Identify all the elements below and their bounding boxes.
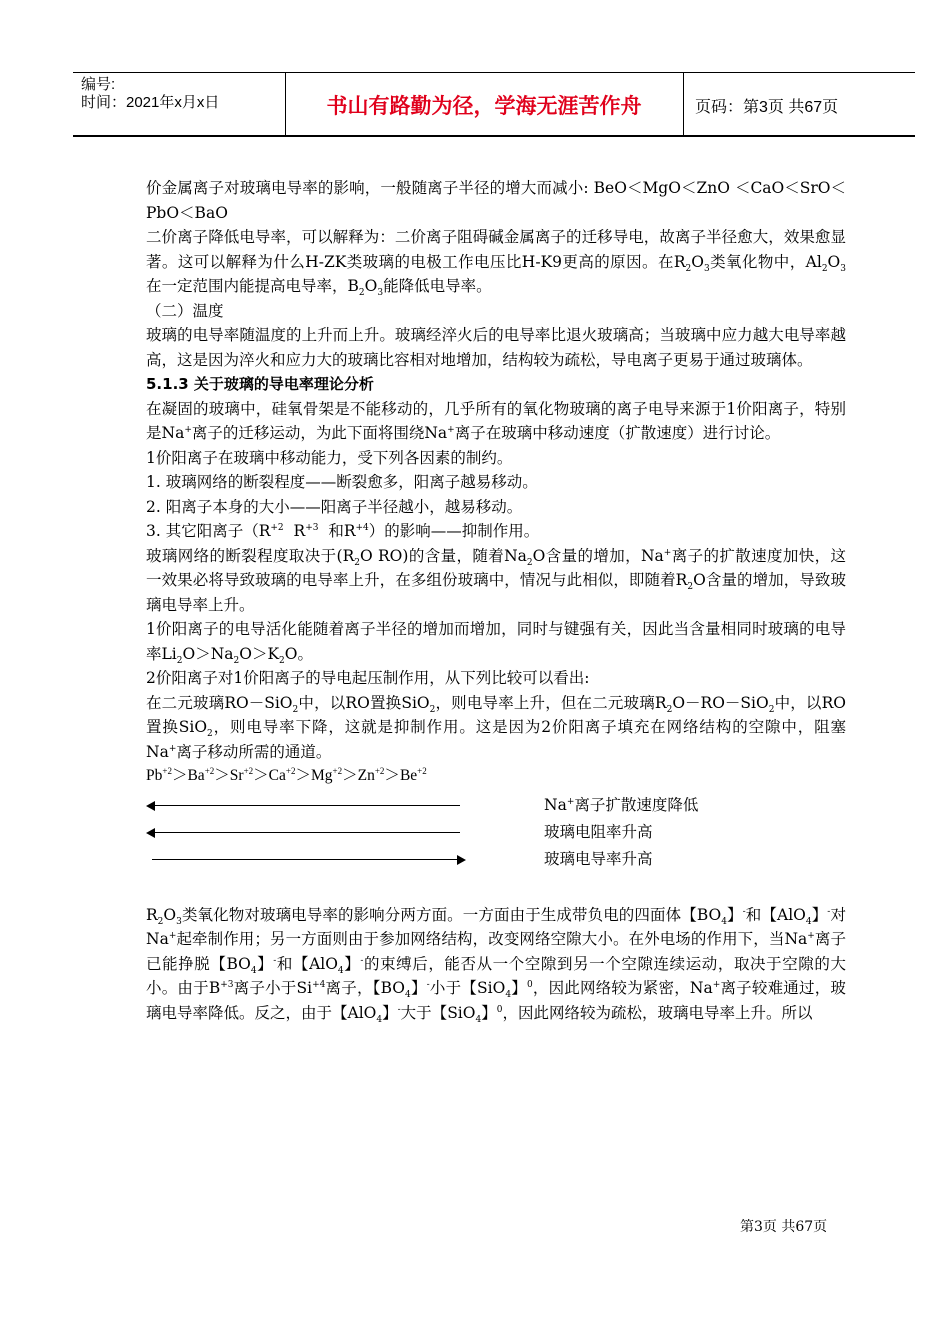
serial-label: 编号:: [81, 76, 116, 93]
paragraph: 1价阳离子在玻璃中移动能力，受下列各因素的制约。: [146, 448, 513, 467]
arrow-label-resistivity: 玻璃电阻率升高: [544, 822, 653, 841]
ion-symbol: Sr: [229, 767, 244, 784]
paragraph: 玻璃的电导率随温度的上升而上升。玻璃经淬火后的电导率比退火玻璃高；当玻璃中应力越大电导率越高，这是因为淬火和应力大的玻璃比容相对地增加，结构较为疏松，导电离子更易于通过玻璃体。: [146, 326, 846, 369]
trend-arrows: [146, 793, 846, 883]
ion-symbol: Ba: [187, 767, 205, 784]
page-footer: 第3页 共67页: [740, 1219, 828, 1235]
paragraph: 二价离子降低电导率，可以解释为：二价离子阻碍碱金属离子的迁移导电，故离子半径愈大，效果愈显著。这可以解释为什么H-ZK类玻璃的电极工作电压比H-K9更高的原因。在$R_2O_3$类氧化物中，$Al_2O_3$在一定范围内能提高电导率，$B_2O_3$能降低电导率。: [146, 228, 846, 299]
header-motto: 书山有路勤为径，学海无涯苦作舟: [326, 94, 642, 118]
list-item: 2. 阳离子本身的大小——阳离子半径越小，越易移动。: [146, 497, 523, 516]
paragraph: 玻璃网络的断裂程度取决于($R_2O$ RO)的含量，随着$Na_2O$含量的增加，Na+离子的扩散速度加快，这一效果必将导致玻璃的电导率上升，在多组份玻璃中，情况与此相似，即随着$R_2O$含量的增加，导致玻璃电导率上升。: [146, 546, 847, 614]
date-label: 时间：2021年x月x日: [81, 94, 220, 111]
arrow-label-conductivity: 玻璃电导率升高: [544, 849, 653, 868]
paragraph: 价金属离子对玻璃电导率的影响，一般随离子半径的增大而减小: BeO＜MgO＜ZnO ＜CaO＜SrO＜PbO＜BaO: [146, 179, 846, 222]
arrow-left-2: [146, 828, 466, 838]
paragraph: 2价阳离子对1价阳离子的导电起压制作用，从下列比较可以看出:: [146, 669, 590, 687]
header-top-rule: [73, 72, 915, 73]
section-heading: 5.1.3 关于玻璃的导电率理论分析: [146, 375, 374, 393]
list-item: 3. 其它阳离子（$R^{+2}$ $R^{+3}$ 和$R^{+4}$）的影响——抑制作用。: [146, 522, 540, 540]
paragraph: $R_2O_3$类氧化物对玻璃电导率的影响分两方面。一方面由于生成带负电的四面体【$BO_4$】-和【AlO$_4$】-对Na+起牵制作用；另一方面则由于参加网络结构，改变网络空隙大小。在外电场的作用下，当Na+离子已能挣脱【$BO_4$】-和【AlO$_4$】-的束缚后，能否从一个空隙到另一个空隙连续运动，取决于空隙的大小。由于$B^{+3}$离子小于$Si^{+4}$离子，【$BO_4$】-小于【SiO$_4$】$^0$，因此网络较为紧密，Na+离子较难通过，玻璃电导率降低。反之，由于【AlO$_4$】-大于【SiO$_4$】$^0$，因此网络较为疏松，玻璃电导率上升。所以: [146, 905, 846, 1025]
arrow-left-1: [146, 801, 466, 811]
paragraph: 1价阳离子的电导活化能随着离子半径的增加而增加，同时与键强有关，因此当含量相同时玻璃的电导率$Li_2O>Na_2O>K_2O$。: [146, 620, 846, 666]
header-bottom-rule: [73, 135, 915, 137]
arrow-right-3: [146, 855, 466, 865]
document-body: [146, 176, 846, 1025]
ion-symbol: Mg: [310, 767, 333, 784]
paragraph: 在凝固的玻璃中，硅氧骨架是不能移动的，几乎所有的氧化物玻璃的离子电导来源于1价阳离子，特别是Na+离子的迁移运动，为此下面将围绕Na+离子在玻璃中移动速度（扩散速度）进行讨论。: [146, 399, 846, 442]
ion-series: $Pb^{+2}>Ba^{+2}>Sr^{+2}>Ca^{+2}>Mg^{+2}>Zn^{+2}>Be^{+2}$: [146, 765, 427, 784]
ion-symbol: Zn: [357, 767, 375, 784]
ion-symbol: Pb: [146, 767, 163, 784]
page-header: [73, 72, 915, 137]
list-item: 1. 玻璃网络的断裂程度——断裂愈多，阳离子越易移动。: [146, 473, 538, 491]
header-divider-right: [683, 72, 684, 137]
header-page-info: 页码：第3页 共67页: [695, 99, 839, 116]
arrow-label-diffusion: Na+离子扩散速度降低: [544, 795, 699, 814]
ion-symbol: Ca: [268, 767, 286, 784]
section-heading: （二）温度: [146, 301, 224, 320]
ion-symbol: Be: [399, 767, 418, 784]
header-meta: [81, 76, 219, 112]
paragraph: 在二元玻璃RO－SiO$_2$中，以RO置换SiO$_2$，则电导率上升，但在二元玻璃$R_2O-RO-SiO_2$中，以RO置换SiO$_2$，则电导率下降，这就是抑制作用。这是因为2价阳离子填充在网络结构的空隙中，阻塞Na+离子移动所需的通道。: [146, 693, 846, 761]
